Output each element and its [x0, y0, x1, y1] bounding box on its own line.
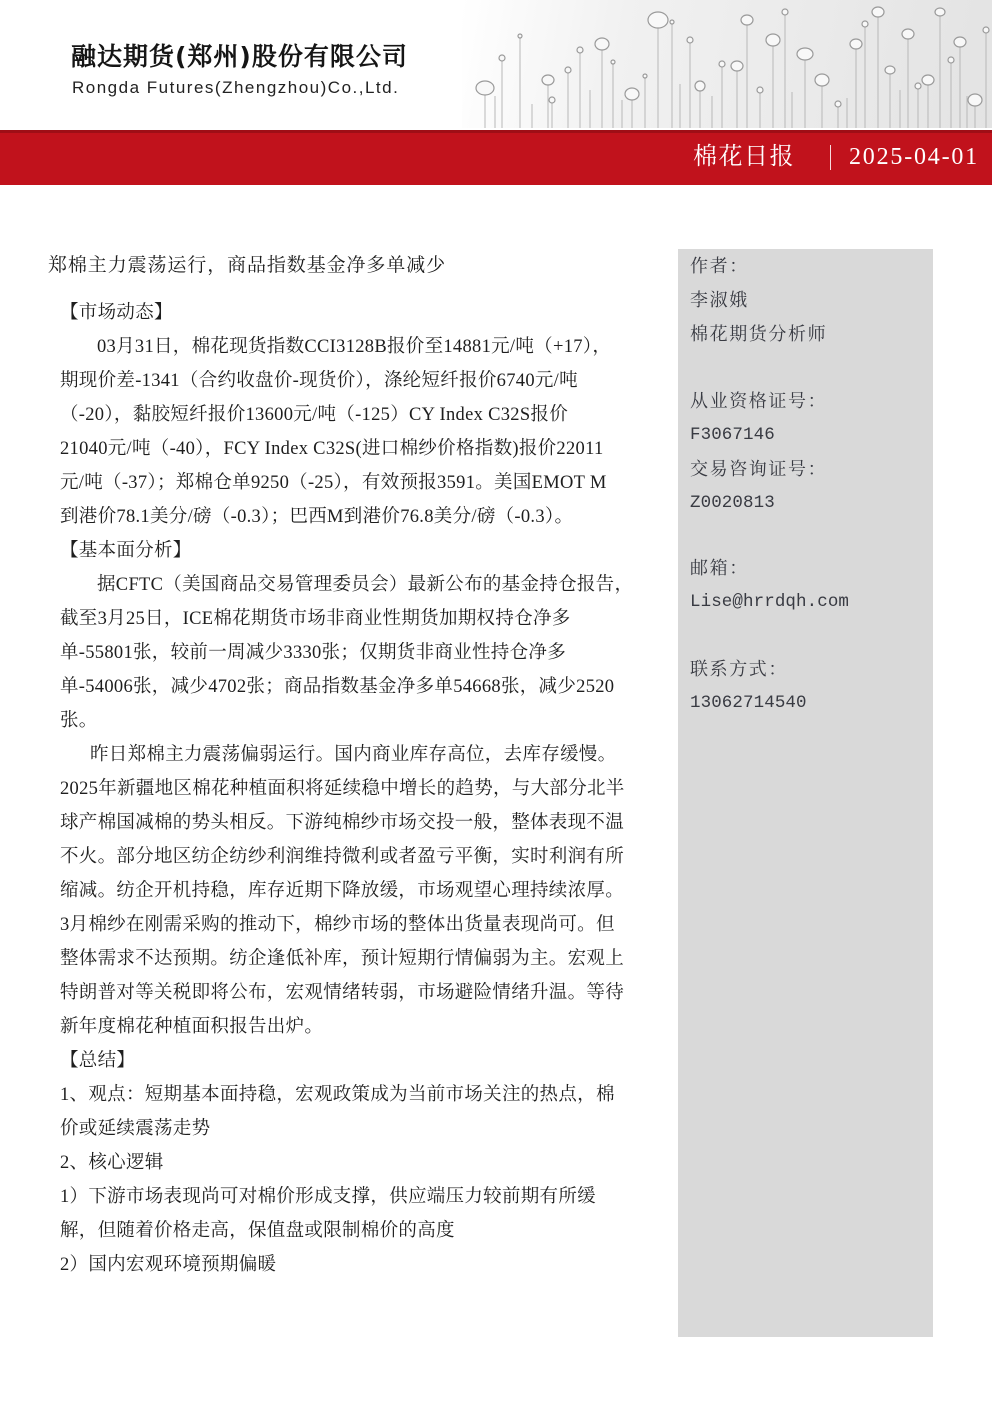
decor-circle — [797, 48, 813, 60]
fundamental-analysis-line: 截至3月25日，ICE棉花期货市场非商业性期货加期权持仓净多 — [60, 609, 571, 629]
decor-circle — [611, 60, 615, 64]
fundamental-analysis-line: 据CFTC（美国商品交易管理委员会）最新公布的基金持仓报告， — [97, 575, 634, 595]
author-name: 李淑娥 — [690, 290, 749, 310]
decorative-header-graphic — [462, 0, 992, 128]
article-title: 郑棉主力震荡运行，商品指数基金净多单减少 — [48, 255, 447, 276]
decor-circle — [565, 67, 571, 73]
author-group — [690, 249, 933, 351]
decor-circle — [902, 29, 914, 39]
decor-circle — [499, 55, 505, 61]
fundamental-analysis-line: 整体需求不达预期。纺企逢低补库，预计短期行情偏弱为主。宏观上 — [60, 949, 625, 969]
decor-circle — [741, 15, 753, 25]
decor-circle — [948, 57, 954, 63]
decor-circle — [850, 39, 862, 49]
market-dynamics-line: 21040元/吨（-40），FCY Index C32S(进口棉纱价格指数)报价22011 — [60, 439, 604, 459]
decor-circle — [757, 87, 763, 93]
consulting-number: Z0020813 — [690, 493, 775, 513]
report-type: 棉花日报 — [693, 144, 795, 170]
decor-circle — [719, 61, 725, 67]
email-group — [690, 551, 933, 619]
decor-circle — [872, 7, 884, 17]
decor-circle — [695, 81, 705, 91]
decor-circle — [549, 97, 555, 103]
fundamental-analysis-line: 球产棉国减棉的势头相反。下游纯棉纱市场交投一般，整体表现不温 — [60, 813, 625, 833]
decor-circle — [687, 37, 693, 43]
fundamental-analysis-line: 昨日郑棉主力震荡偏弱运行。国内商业库存高位，去库存缓慢。 — [90, 745, 617, 765]
market-dynamics-line: 期现价差-1341（合约收盘价-现货价），涤纶短纤报价6740元/吨 — [60, 371, 578, 391]
decor-circle — [577, 47, 583, 53]
fundamental-analysis-line: 缩减。纺企开机持稳，库存近期下降放缓，市场观望心理持续浓厚。 — [60, 881, 625, 901]
fundamental-analysis-line: 单-55801张，较前一周减少3330张；仅期货非商业性持仓净多 — [60, 643, 567, 663]
decor-circle — [670, 20, 674, 24]
summary-line: 解，但随着价格走高，保值盘或限制棉价的高度 — [60, 1221, 455, 1241]
decor-circle — [968, 94, 982, 106]
summary-line: 1、观点：短期基本面持稳，宏观政策成为当前市场关注的热点，棉 — [60, 1085, 615, 1105]
qualification-number: F3067146 — [690, 425, 775, 445]
decor-circle — [542, 75, 554, 85]
section-heading-market-dynamics: 【市场动态】 — [60, 303, 173, 323]
summary-line: 2、核心逻辑 — [60, 1153, 164, 1173]
decor-circle — [954, 37, 966, 47]
report-date: 2025-04-01 — [849, 144, 979, 170]
company-name-en: Rongda Futures(Zhengzhou)Co.,Ltd. — [72, 78, 400, 97]
author-info-sidebar — [678, 249, 933, 1337]
email-address: Lise@hrrdqh.com — [690, 592, 850, 612]
fundamental-analysis-line: 不火。部分地区纺企纺纱利润维持微利或者盈亏平衡，实时利润有所 — [60, 847, 625, 867]
consulting-label: 交易咨询证号： — [690, 459, 828, 479]
decor-circle — [935, 8, 945, 16]
section-heading-fundamental-analysis: 【基本面分析】 — [60, 541, 192, 561]
market-dynamics-line: 元/吨（-37）；郑棉仓单9250（-25），有效预报3591。美国EMOT M — [60, 473, 607, 493]
summary-line: 价或延续震荡走势 — [60, 1119, 211, 1139]
fundamental-analysis-line: 3月棉纱在刚需采购的推动下，棉纱市场的整体出货量表现尚可。但 — [60, 915, 615, 935]
fundamental-analysis-line: 张。 — [60, 711, 98, 731]
decor-circle — [766, 34, 780, 46]
fundamental-analysis-line: 新年度棉花种植面积报告出炉。 — [60, 1017, 324, 1037]
market-dynamics-line: 到港价78.1美分/磅（-0.3）；巴西M到港价76.8美分/磅（-0.3）。 — [60, 507, 574, 527]
decor-circle — [835, 101, 841, 107]
decor-circle — [815, 74, 829, 86]
decorative-lines-svg — [462, 0, 992, 128]
fundamental-analysis-line: 2025年新疆地区棉花种植面积将延续稳中增长的趋势，与大部分北半 — [60, 779, 625, 799]
decor-circle — [731, 61, 743, 71]
report-title-bar — [0, 130, 992, 185]
contact-label: 联系方式： — [690, 659, 788, 679]
phone-number: 13062714540 — [690, 693, 807, 713]
header-divider — [830, 145, 831, 170]
summary-line: 2）国内宏观环境预期偏暖 — [60, 1255, 277, 1275]
certificate-group — [690, 384, 933, 520]
decor-circle — [648, 12, 668, 28]
fundamental-analysis-line: 单-54006张，减少4702张；商品指数基金净多单54668张，减少2520 — [60, 677, 615, 697]
decor-circle — [625, 88, 639, 100]
decor-circle — [476, 81, 494, 95]
company-name-cn: 融达期货(郑州)股份有限公司 — [71, 42, 408, 71]
decor-circle — [915, 83, 921, 89]
summary-line: 1）下游市场表现尚可对棉价形成支撑，供应端压力较前期有所缓 — [60, 1187, 596, 1207]
email-label: 邮箱： — [690, 558, 749, 578]
fundamental-analysis-line: 特朗普对等关税即将公布，宏观情绪转弱，市场避险情绪升温。等待 — [60, 983, 625, 1003]
decor-circle — [922, 75, 934, 85]
author-label: 作者： — [690, 256, 749, 276]
article-body — [60, 296, 634, 1282]
section-heading-summary: 【总结】 — [60, 1051, 136, 1071]
qualification-label: 从业资格证号： — [690, 391, 828, 411]
decor-circle — [862, 21, 868, 27]
market-dynamics-line: 03月31日，棉花现货指数CCI3128B报价至14881元/吨（+17）， — [97, 337, 612, 357]
decor-circle — [518, 34, 522, 38]
decor-circle — [782, 9, 788, 15]
decor-circle — [595, 38, 609, 50]
author-title: 棉花期货分析师 — [690, 324, 828, 344]
decor-circle — [643, 74, 647, 78]
decor-circle — [885, 66, 895, 74]
decor-circle — [983, 27, 989, 33]
contact-group — [690, 652, 933, 720]
market-dynamics-line: （-20），黏胶短纤报价13600元/吨（-125）CY Index C32S报价 — [60, 405, 569, 425]
